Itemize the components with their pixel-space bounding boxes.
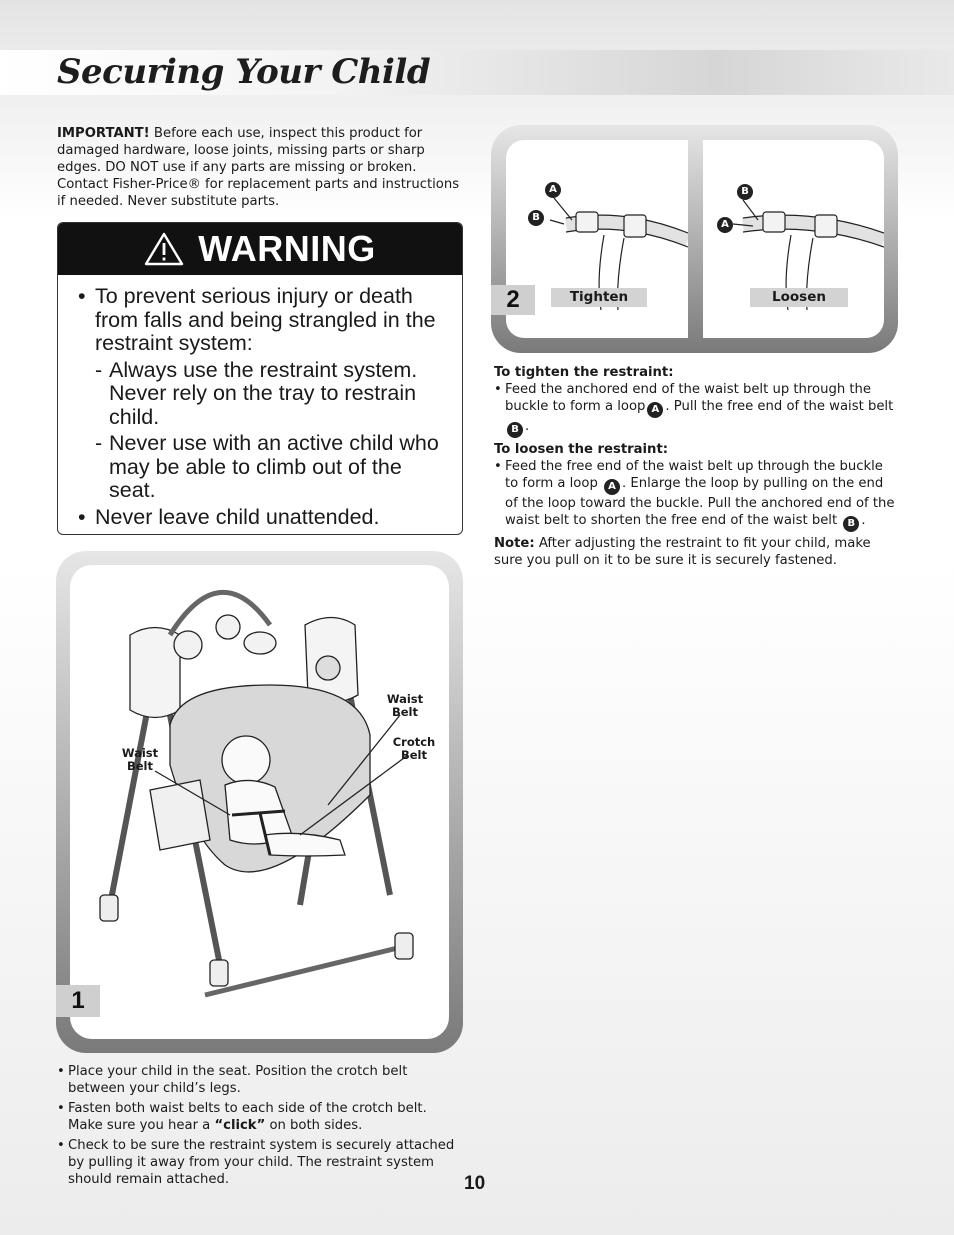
important-text: Before each use, inspect this product for damaged hardware, loose joints, missing parts or sharp edges. DO NOT use if any parts are missing or broken. Contact Fisher-Price® for replacement parts and instructions if needed. Never substitute parts. (57, 126, 460, 209)
swing-illustration (70, 565, 449, 1039)
loosen-step: • Feed the free end of the waist belt up through the buckle to form a loop A . Enlarge the loop by pulling on the end of the loop toward the buckle. Pull the anchored end of the waist belt to shorten the free end of the waist belt B . (494, 458, 899, 532)
warning-sub-item: - Never use with an active child who may be able to climb out of the seat. (95, 432, 448, 503)
loosen-text-3: . (861, 513, 866, 528)
callout-crotch-belt: Crotch Belt (392, 735, 436, 762)
important-label: IMPORTANT! (57, 126, 150, 141)
marker-b-icon: B (528, 210, 544, 226)
figure-1-panel (56, 551, 463, 1053)
warning-sub-item: - Always use the restraint system. Never rely on the tray to restrain child. (95, 359, 448, 430)
figure-1-inner (70, 565, 449, 1039)
page-title: Securing Your Child (57, 52, 431, 92)
right-instructions (494, 362, 899, 569)
marker-a-icon: A (604, 479, 620, 495)
list-item-text: Check to be sure the restraint system is securely attached by pulling it away from your child. The restraint system should remain attached. (68, 1138, 455, 1187)
list-item: • Place your child in the seat. Position the crotch belt between your child’s legs. (57, 1063, 465, 1097)
figure-2-panel (491, 125, 898, 353)
list-item: • Fasten both waist belts to each side of the crotch belt. Make sure you hear a “click” on both sides. (57, 1101, 427, 1133)
step-number: 1 (56, 985, 100, 1017)
warning-bullet-text: Never leave child unattended. (95, 504, 380, 529)
tighten-label: Tighten (551, 288, 647, 307)
warning-sub-text: Never use with an active child who may be able to climb out of the seat. (109, 431, 439, 502)
note-text: After adjusting the restraint to fit your child, make sure you pull on it to be sure it is securely fastened. (494, 536, 871, 568)
warning-body (58, 275, 462, 529)
tighten-text-2: . Pull the free end of the waist belt (665, 399, 894, 414)
loosen-text-1: Feed the free end of the waist belt up through the buckle to form a loop (505, 459, 883, 491)
click-emphasis: “click” (214, 1118, 266, 1133)
warning-header (58, 223, 462, 275)
marker-b-icon: B (843, 516, 859, 532)
warning-bullet-text: To prevent serious injury or death from falls and being strangled in the restraint system: (95, 284, 436, 355)
callout-waist-belt-right: Waist Belt (386, 692, 424, 719)
tighten-text-1: Feed the anchored end of the waist belt up through the buckle to form a loop (505, 382, 872, 414)
callout-waist-belt-left: Waist Belt (121, 746, 159, 773)
marker-a-icon: A (545, 182, 561, 198)
tighten-step: • Feed the anchored end of the waist belt up through the buckle to form a loop A . Pull the free end of the waist belt B . (494, 381, 899, 438)
list-item-text: Fasten both waist belts to each side of the crotch belt. Make sure you hear a (68, 1101, 427, 1133)
marker-a-icon: A (717, 217, 733, 233)
marker-b-icon: B (507, 422, 523, 438)
warning-bullet: • Never leave child unattended. (78, 504, 380, 529)
warning-box (57, 222, 463, 535)
loosen-text-2: . Enlarge the loop by pulling on the end of the loop toward the buckle. Pull the anchored end of the waist belt to shorten the free end of the waist belt (505, 476, 895, 528)
loosen-title: To loosen the restraint: (494, 442, 669, 457)
list-item-text: Place your child in the seat. Position the crotch belt between your child’s legs. (68, 1064, 408, 1096)
list-item: • Check to be sure the restraint system is securely attached by pulling it away from your child. The restraint system should remain attached. (57, 1137, 465, 1188)
warning-heading: WARNING (198, 228, 376, 269)
warning-sub-text: Always use the restraint system. Never rely on the tray to restrain child. (109, 357, 418, 429)
note (494, 535, 899, 569)
warning-triangle-icon (144, 232, 184, 266)
loosen-illustration (703, 140, 884, 338)
step-number: 2 (491, 285, 535, 315)
tighten-title: To tighten the restraint: (494, 365, 674, 380)
marker-b-icon: B (737, 184, 753, 200)
note-label: Note: (494, 536, 535, 551)
loosen-label: Loosen (750, 288, 848, 307)
figure-2-loosen-frame (703, 140, 884, 338)
list-item-text-end: on both sides. (265, 1118, 363, 1133)
warning-bullet: • To prevent serious injury or death from falls and being strangled in the restraint system: (78, 285, 448, 356)
important-notice (57, 125, 467, 210)
left-instructions (57, 1063, 465, 1191)
page-number: 10 (464, 1173, 486, 1194)
marker-a-icon: A (647, 402, 663, 418)
tighten-text-3: . (525, 419, 530, 434)
